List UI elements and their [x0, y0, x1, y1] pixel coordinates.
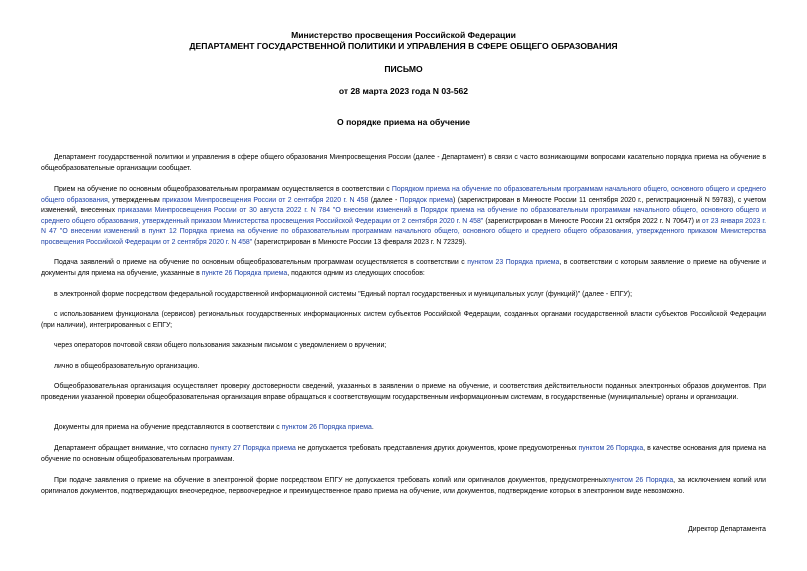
link-clause-26-short[interactable]: пунктом 26 Порядка	[578, 445, 644, 452]
paragraph-admission-basis	[41, 185, 766, 248]
paragraph-text: , в качестве основания для приема на обучение по основным общеобразовательным программам.	[41, 445, 766, 463]
link-clause-26[interactable]: пунктом 26 Порядка приема	[281, 424, 372, 431]
paragraph-text: При подаче заявления о приеме на обучение в электронной форме посредством ЕПГУ не допускается требовать копий или оригиналов документов, предусмотренных	[54, 477, 608, 484]
list-item-in-person	[41, 362, 766, 373]
paragraph-intro	[41, 153, 766, 174]
paragraph-documents	[41, 423, 766, 434]
signature-title: Директор Департамента	[688, 526, 766, 533]
document-type: ПИСЬМО	[384, 64, 423, 74]
document-date-number: от 28 марта 2023 года N 03-562	[338, 86, 469, 96]
link-clause-26-short[interactable]: пунктом 26 Порядка	[607, 477, 674, 484]
paragraph-attention	[41, 444, 766, 465]
paragraph-text: , в соответствии с которым заявление о приеме на обучение и документы для приема на обучение, указанные в	[41, 259, 766, 277]
paragraph-verification	[41, 382, 766, 403]
paragraph-text: лично в общеобразовательную организацию.	[54, 363, 200, 370]
list-item-regional-systems	[41, 310, 766, 331]
link-order-784[interactable]: приказами Минпросвещения России от 30 августа 2022 г. N 784 "О внесении изменений в Порядок приема на обучение по образовательным программам начального общего, основного общего и среднего общего образования, утвержденный приказом Министерства просвещения Российской Федерации от 2 сентября 2020 г. N 458"	[41, 207, 767, 225]
paragraph-text: , за исключением копий или оригиналов документов, подтверждающих внеочередное, первоочередное и преимущественное право приема на обучение, или документов, подтверждение которых в электронном виде невозможно.	[41, 477, 766, 495]
paragraph-text: ) (зарегистрирован в Минюсте России 11 сентября 2020 г., регистрационный N 59783), с учетом изменений, внесенных	[41, 196, 766, 214]
paragraph-text: Прием на обучение по основным общеобразовательным программам осуществляется в соответствии с	[54, 186, 392, 193]
paragraph-text: Департамент государственной политики и управления в сфере общего образования Минпросвещения России (далее - Департамент) в связи с часто возникающими вопросами касательно порядка приема на обучение в общеобразовательные организации сообщает.	[41, 154, 766, 172]
paragraph-text: через операторов почтовой связи общего пользования заказным письмом с уведомлением о вручении;	[54, 342, 387, 349]
paragraph-text: с использованием функционала (сервисов) региональных государственных информационных систем субъектов Российской Федерации, созданных органами государственной власти субъектов Российской Федерации (при наличии), интегрированных с ЕПГУ;	[41, 311, 766, 329]
link-clause-26[interactable]: пункте 26 Порядка приема	[201, 269, 288, 277]
paragraph-application-submission	[41, 258, 766, 279]
paragraph-text: не допускается требовать представления других документов, кроме предусмотренных	[295, 445, 579, 452]
link-order-47[interactable]: от 23 января 2023 г. N 47 "О внесении изменений в пункт 12 Порядка приема на обучение по образовательным программам начального общего, основного общего и среднего общего образования, утвержденного приказом Министерства просвещения Российской Федерации от 2 сентября 2020 г. N 458"	[41, 217, 767, 246]
paragraph-epgu-copies	[41, 476, 766, 497]
paragraph-text: (далее -	[368, 196, 400, 204]
ministry-name: Министерство просвещения Российской Федерации	[291, 30, 516, 40]
document-subject: О порядке приема на обучение	[337, 117, 470, 127]
paragraph-text: , утвержденным	[107, 196, 163, 204]
link-clause-23[interactable]: пунктом 23 Порядка приема	[467, 259, 560, 266]
paragraph-text: Подача заявлений о приеме на обучение по основным общеобразовательным программам осуществляется в соответствии с	[54, 259, 468, 266]
paragraph-text: .	[371, 424, 374, 431]
paragraph-text: Общеобразовательная организация осуществляет проверку достоверности сведений, указанных в заявлении о приеме на обучение, и соответствия действительности поданных электронных образов документов. При проведении указанной проверки общеобразовательная организация вправе обращаться к соответствующим государственным информационным системам, в государственные (муниципальные) органы и организации.	[41, 383, 766, 401]
paragraph-text: Документы для приема на обучение представляются в соответствии с	[54, 424, 282, 431]
link-admission-procedure[interactable]: Порядком приема на обучение по образовательным программам начального общего, основного общего и среднего общего образования	[41, 186, 767, 204]
paragraph-text: Департамент обращает внимание, что согласно	[54, 445, 211, 452]
department-name: ДЕПАРТАМЕНТ ГОСУДАРСТВЕННОЙ ПОЛИТИКИ И УПРАВЛЕНИЯ В СФЕРЕ ОБЩЕГО ОБРАЗОВАНИЯ	[189, 41, 618, 51]
link-clause-27[interactable]: пункту 27 Порядка приема	[210, 445, 296, 452]
link-admission-procedure-short[interactable]: Порядок приема	[399, 196, 454, 204]
paragraph-text: (зарегистрирован в Минюсте России 13 февраля 2023 г. N 72329).	[252, 238, 467, 246]
link-order-458[interactable]: приказом Минпросвещения России от 2 сентября 2020 г. N 458	[162, 196, 369, 204]
list-item-postal	[41, 341, 766, 352]
list-item-epgu	[41, 290, 766, 301]
paragraph-text: в электронной форме посредством федеральной государственной информационной системы "Единый портал государственных и муниципальных услуг (функций)" (далее - ЕПГУ);	[54, 291, 632, 298]
paragraph-text: , подаются одним из следующих способов:	[287, 269, 425, 277]
paragraph-text: (зарегистрирован в Минюсте России 21 октября 2022 г. N 70647) и	[483, 217, 702, 225]
